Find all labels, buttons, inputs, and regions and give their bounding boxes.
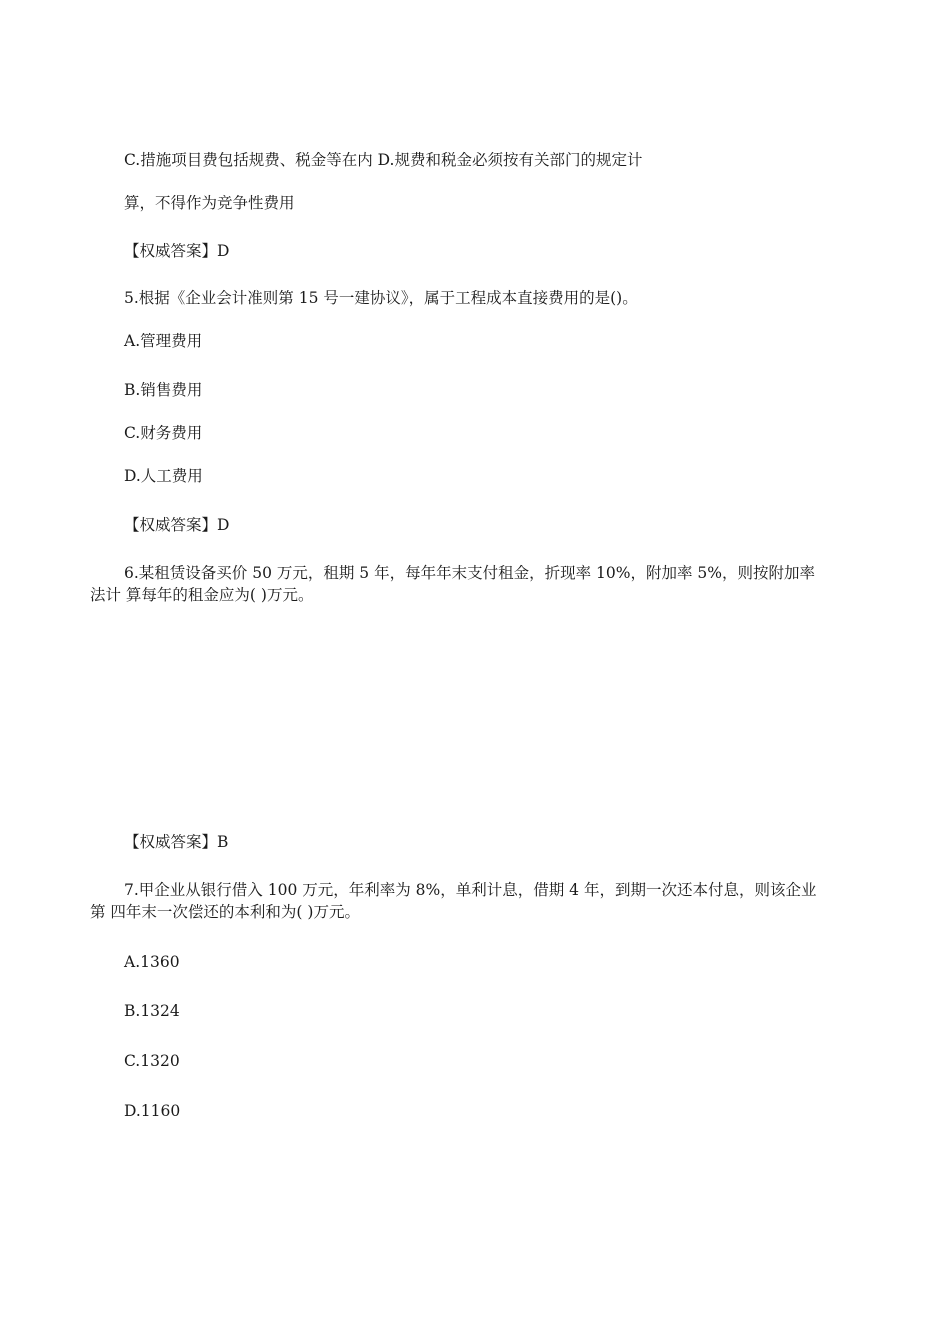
q7-option-c: C.1320 (124, 1052, 180, 1070)
q5-option-a: A.管理费用 (124, 332, 203, 350)
q6-question-line1: 6.某租赁设备买价 50 万元，租期 5 年，每年年末支付租金，折现率 10%，附加率 5%，则按附加率 (124, 564, 815, 582)
q6-answer: 【权威答案】B (124, 833, 229, 851)
q7-option-a: A.1360 (124, 953, 180, 971)
q4-option-c-d-line: C.措施项目费包括规费、税金等在内 D.规费和税金必须按有关部门的规定计 (124, 151, 643, 169)
q5-option-d: D.人工费用 (124, 467, 203, 485)
q7-question-line1: 7.甲企业从银行借入 100 万元，年利率为 8%，单利计息，借期 4 年，到期一次还本付息，则该企业 (124, 881, 817, 899)
q4-answer: 【权威答案】D (124, 242, 230, 260)
q7-option-b: B.1324 (124, 1002, 180, 1020)
q5-answer: 【权威答案】D (124, 516, 230, 534)
q6-question-line2: 法计 算每年的租金应为( )万元。 (90, 586, 314, 604)
q7-question-line2: 第 四年末一次偿还的本利和为( )万元。 (90, 903, 360, 921)
q4-option-d-continuation: 算，不得作为竞争性费用 (124, 194, 295, 212)
q5-option-c: C.财务费用 (124, 424, 203, 442)
q7-option-d: D.1160 (124, 1102, 181, 1120)
q5-question: 5.根据《企业会计准则第 15 号一建协议》，属于工程成本直接费用的是()。 (124, 289, 638, 307)
q5-option-b: B.销售费用 (124, 381, 203, 399)
